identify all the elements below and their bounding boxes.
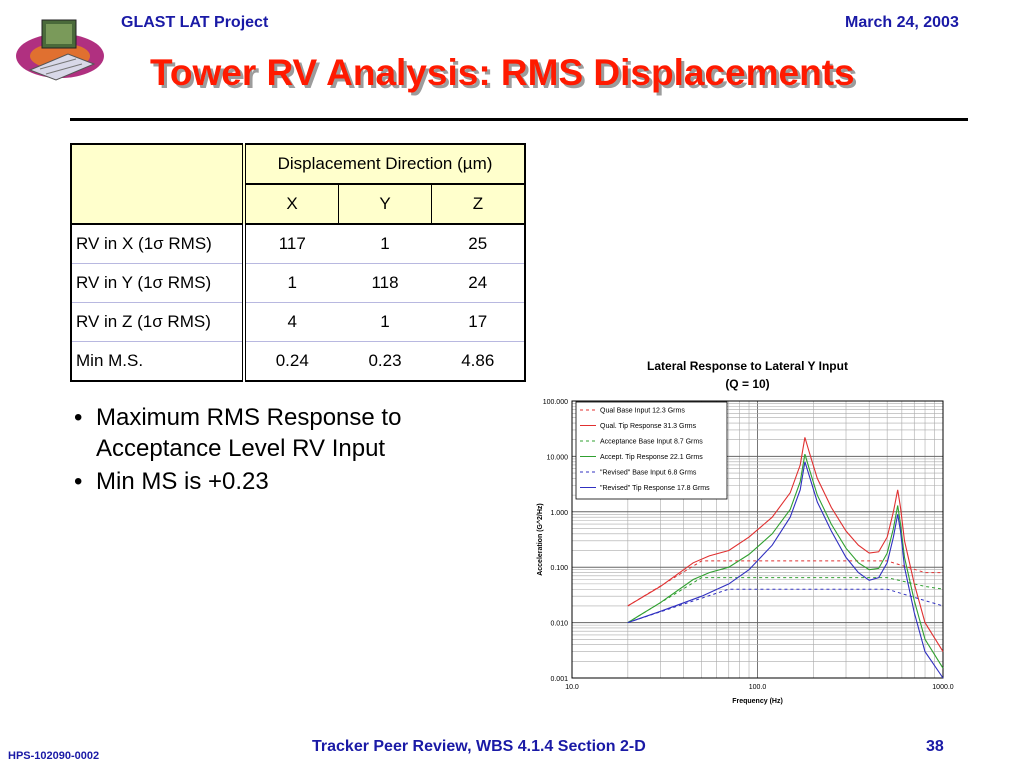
y-tick-label: 100.000 bbox=[542, 399, 568, 406]
y-axis-label: Acceleration (G^2/Hz) bbox=[537, 503, 544, 576]
y-tick-label: 1.000 bbox=[550, 509, 568, 517]
bullet-text: Min MS is +0.23 bbox=[96, 468, 269, 495]
table-group-header: Displacement Direction (µm) bbox=[244, 144, 525, 184]
x-tick-label: 1000.0 bbox=[932, 684, 954, 691]
x-tick-label: 10.0 bbox=[565, 684, 579, 691]
table-row bbox=[71, 342, 525, 382]
col-header-y: Y bbox=[339, 184, 432, 224]
y-tick-label: 0.010 bbox=[550, 620, 568, 628]
x-axis-label: Frequency (Hz) bbox=[732, 698, 783, 705]
cell-value: 1 bbox=[339, 303, 432, 342]
cell-value: 118 bbox=[339, 264, 432, 303]
legend-entry: "Revised" Tip Response 17.8 Grms bbox=[600, 485, 710, 492]
bullet-list bbox=[74, 402, 494, 497]
displacement-table bbox=[70, 143, 526, 382]
cell-value: 4 bbox=[244, 303, 339, 342]
cell-value: 25 bbox=[432, 224, 526, 264]
footer-title: Tracker Peer Review, WBS 4.1.4 Section 2-D bbox=[312, 738, 646, 755]
cell-value: 117 bbox=[244, 224, 339, 264]
row-label: RV in Z (1σ RMS) bbox=[71, 303, 244, 342]
header-date: March 24, 2003 bbox=[845, 14, 959, 31]
glast-logo bbox=[10, 14, 108, 86]
cell-value: 1 bbox=[339, 224, 432, 264]
table-row bbox=[71, 224, 525, 264]
page-number: 38 bbox=[926, 738, 944, 755]
legend-entry: Acceptance Base Input 8.7 Grms bbox=[600, 438, 703, 446]
legend-entry: Accept. Tip Response 22.1 Grms bbox=[600, 454, 703, 461]
title-divider bbox=[70, 118, 968, 121]
cell-value: 24 bbox=[432, 264, 526, 303]
response-chart bbox=[525, 352, 965, 712]
table-header-row-1 bbox=[71, 144, 525, 184]
row-label: RV in Y (1σ RMS) bbox=[71, 264, 244, 303]
bullet-item bbox=[74, 466, 494, 497]
col-header-z: Z bbox=[432, 184, 526, 224]
y-tick-label: 10.000 bbox=[546, 454, 568, 462]
bullet-dot-icon: • bbox=[74, 404, 83, 431]
table-corner-cell bbox=[71, 144, 244, 224]
bullet-item bbox=[74, 402, 494, 464]
cell-value: 17 bbox=[432, 303, 526, 342]
table-row bbox=[71, 264, 525, 303]
x-tick-label: 100.0 bbox=[748, 684, 767, 691]
chart-title: Lateral Response to Lateral Y Input bbox=[647, 359, 848, 373]
y-tick-label: 0.001 bbox=[550, 676, 568, 683]
chart-subtitle: (Q = 10) bbox=[725, 377, 770, 391]
bullet-dot-icon: • bbox=[74, 468, 83, 495]
legend-entry: Qual Base Input 12.3 Grms bbox=[600, 407, 685, 415]
row-label: Min M.S. bbox=[71, 342, 244, 382]
y-tick-label: 0.100 bbox=[550, 565, 568, 573]
cell-value: 1 bbox=[244, 264, 339, 303]
row-label: RV in X (1σ RMS) bbox=[71, 224, 244, 264]
cell-value: 0.23 bbox=[339, 342, 432, 382]
bullet-text: Maximum RMS Response to Acceptance Level RV Input bbox=[96, 404, 402, 462]
legend-entry: "Revised" Base Input 6.8 Grms bbox=[600, 469, 697, 477]
col-header-x: X bbox=[244, 184, 339, 224]
table-row bbox=[71, 303, 525, 342]
cell-value: 0.24 bbox=[244, 342, 339, 382]
project-name: GLAST LAT Project bbox=[121, 14, 269, 31]
legend-entry: Qual. Tip Response 31.3 Grms bbox=[600, 423, 697, 430]
series-line-3 bbox=[628, 578, 943, 623]
cell-value: 4.86 bbox=[432, 342, 526, 382]
slide-title: Tower RV Analysis: RMS Displacements bbox=[150, 52, 855, 93]
footer-doc-id: HPS-102090-0002 bbox=[8, 750, 100, 762]
